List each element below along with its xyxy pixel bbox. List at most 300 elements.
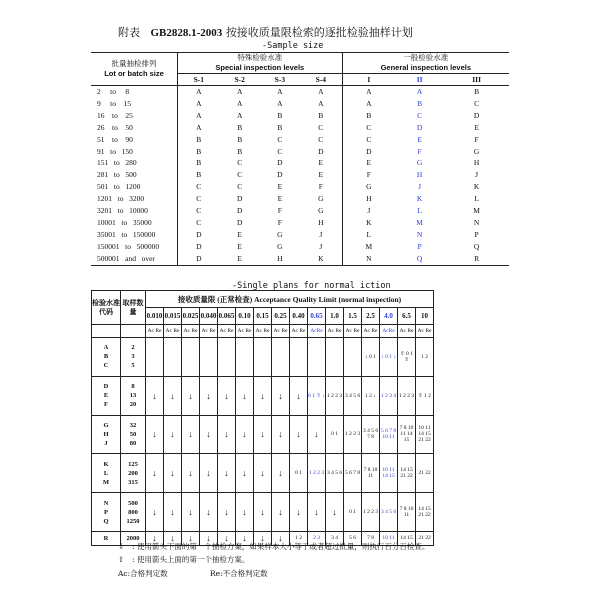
ac-re-cell: 1 2 2 3 [362, 493, 380, 532]
acre-label: Ac Re [362, 325, 380, 338]
ac-re-cell: ↓ [164, 376, 182, 415]
lot-range: 16 to 25 [97, 110, 133, 120]
sample-code: B [178, 134, 220, 146]
ac-re-cell: 10 11 [380, 531, 398, 545]
sample-code: A [178, 122, 220, 134]
note-down-arrow: ⇩ : 使用箭头下面的第一个抽检方案，如果样本大小等于或者超过批量，则执行百分百检查。 [118, 542, 430, 551]
ac-re-cell: ↓ [200, 415, 218, 454]
ac-re-cell: ⇧ 1 2 [416, 376, 434, 415]
title-text: 按接收质量限检索的逐批检验抽样计划 [225, 26, 413, 39]
sample-code-cell: D E F [92, 376, 121, 415]
sample-code: D [178, 229, 220, 241]
sample-code: B [318, 110, 324, 120]
sample-code: A [178, 110, 220, 122]
ac-re-cell: 14 15 21 22 [398, 454, 416, 493]
sample-code: A [416, 87, 423, 96]
ac-re-cell: ↓ [272, 531, 290, 545]
sample-code: Q [395, 253, 444, 265]
ac-re-cell: 7 8 10 11 [398, 493, 416, 532]
sample-code: E [342, 157, 395, 169]
ac-re-cell: 1 2 2 3 [344, 415, 362, 454]
ac-re-cell: 7 8 10 11 [362, 454, 380, 493]
aql-4.0: 4.0 [380, 308, 398, 325]
ac-re-cell: ↓ [218, 493, 236, 532]
sample-code: D [236, 206, 243, 216]
sample-code: G [473, 146, 480, 156]
ac-re-cell [182, 338, 200, 377]
acre-label: Ac Re [164, 325, 182, 338]
lot-range: 3201 to 10000 [97, 206, 148, 216]
code-group-row [92, 376, 434, 415]
ac-re-cell: ↓ [218, 376, 236, 415]
sample-code: A [178, 98, 220, 110]
ac-re-cell: ↓ [164, 454, 182, 493]
sample-code: B [237, 134, 243, 144]
sample-code: F [277, 206, 282, 216]
ac-re-cell: ↓ [236, 493, 254, 532]
sample-code: C [277, 134, 283, 144]
lot-row [91, 157, 509, 169]
ac-re-cell: ↓ [254, 454, 272, 493]
sample-code: N [416, 229, 423, 239]
sample-code: B [277, 110, 283, 120]
acre-label: Ac Re [218, 325, 236, 338]
sample-code: C [342, 122, 395, 134]
table1-caption: -Sample size [262, 41, 324, 51]
ac-re-cell: 14 15 21 22 [416, 493, 434, 532]
ac-re-cell [200, 338, 218, 377]
acre-label: Ac Re [182, 325, 200, 338]
sample-code: F [417, 146, 422, 156]
sample-code: K [342, 217, 395, 229]
ac-re-cell: ↓ [272, 415, 290, 454]
acre-label: Ac Re [326, 325, 344, 338]
ac-re-cell: 3 4 5 6 [380, 493, 398, 532]
aql-0.065: 0.065 [218, 308, 236, 325]
sample-code: E [237, 241, 242, 251]
sample-code: A [236, 110, 243, 120]
sample-code: J [319, 229, 323, 239]
sample-code: A [342, 86, 395, 98]
ac-re-cell: ↓ 0 1 [362, 338, 380, 377]
ac-re-cell: ↓ [182, 376, 200, 415]
sample-code: B [277, 122, 283, 132]
ac-re-cell: 5 6 [344, 531, 362, 545]
sample-code: C [474, 98, 480, 108]
ac-re-cell: 7 8 10 11 14 15 [398, 415, 416, 454]
lot-row [91, 253, 509, 265]
ac-re-cell: ↓ [164, 493, 182, 532]
sample-code: J [319, 241, 323, 251]
ac-re-cell: 1 2 2 3 [326, 376, 344, 415]
ac-re-cell: ↓ [290, 493, 308, 532]
sample-code: A [178, 86, 220, 98]
lot-range: 150001 to 500000 [97, 241, 160, 251]
sample-size-code-table [91, 52, 509, 266]
sample-code: B [342, 110, 395, 122]
sample-code: B [417, 98, 423, 108]
aql-0.40: 0.40 [290, 308, 308, 325]
document-title [118, 24, 413, 40]
aql-0.15: 0.15 [254, 308, 272, 325]
sample-code: M [416, 217, 423, 227]
aql-10: 10 [416, 308, 434, 325]
ac-re-cell: ↓ [254, 493, 272, 532]
ac-re-cell: ↓ [236, 531, 254, 545]
sample-code: A [342, 98, 395, 110]
sample-code: H [318, 217, 324, 227]
acre-label: AcRe [380, 325, 398, 338]
ac-re-cell: ↓ [308, 493, 326, 532]
ac-re-cell: ↓ [254, 376, 272, 415]
ac-re-cell: ↓ [146, 493, 164, 532]
level-col-iii: III [444, 74, 509, 86]
sample-code: N [473, 217, 480, 227]
ac-re-cell [236, 338, 254, 377]
note-ac: Ac:合格判定数 [118, 569, 168, 578]
up-arrow-icon: ⇧ [118, 555, 125, 564]
sample-code: P [417, 241, 422, 251]
code-header: 检验水准代码 [92, 291, 121, 325]
ac-re-cell [146, 338, 164, 377]
ac-re-cell [272, 338, 290, 377]
ac-re-cell: ↓ [164, 531, 182, 545]
lot-row [91, 146, 509, 158]
ac-re-cell: ↓ [236, 415, 254, 454]
code-group-row [92, 415, 434, 454]
sample-code: H [342, 193, 395, 205]
sample-code: D [277, 158, 283, 168]
single-sampling-plan-table [91, 290, 434, 546]
ac-re-cell: ↓ [236, 376, 254, 415]
sample-code: D [318, 146, 324, 156]
sample-code: J [418, 182, 422, 192]
sample-code: M [342, 241, 395, 253]
lot-row [91, 98, 509, 110]
ac-re-cell: ↓ [146, 531, 164, 545]
sample-code: D [277, 170, 283, 180]
ac-re-cell: ↓ [146, 376, 164, 415]
ac-re-cell [308, 338, 326, 377]
ac-re-cell: 1 2 ↓ [362, 376, 380, 415]
lot-range: 281 to 500 [97, 170, 137, 180]
sample-code: L [417, 206, 422, 216]
ac-re-cell [254, 338, 272, 377]
sample-code: D [236, 217, 243, 227]
down-arrow-icon: ⇩ [118, 542, 125, 551]
lot-range: 500001 and over [91, 253, 178, 265]
ac-re-cell: ⇧ 0 1 ⇧ [398, 338, 416, 377]
lot-range: 35001 to 150000 [97, 229, 156, 239]
sample-code: A [277, 87, 283, 96]
sample-code: C [318, 134, 324, 144]
sample-code: L [342, 229, 395, 241]
sample-code: K [300, 253, 342, 265]
aql-header: 接收质量限 (正常检查) Acceptance Quality Limit (normal inspection) [146, 291, 434, 308]
sample-code: L [474, 194, 479, 204]
sample-code: B [237, 146, 243, 156]
lot-range: 151 to 280 [97, 158, 137, 168]
level-col-s-4: S-4 [300, 74, 342, 86]
sample-code: G [318, 206, 324, 216]
acre-label: AcRe [308, 325, 326, 338]
ac-re-cell [344, 338, 362, 377]
sample-size-cell: 2000 [121, 531, 146, 545]
lot-row [91, 169, 509, 181]
ac-re-cell: ↓ 0 1 ↓ [380, 338, 398, 377]
ac-re-cell: 5 6 7 8 10 11 [380, 415, 398, 454]
sample-code: C [318, 122, 324, 132]
sample-code: C [178, 181, 220, 193]
sample-code: C [237, 158, 243, 168]
lot-range: 9 to 15 [97, 98, 131, 108]
ac-re-cell: ↓ [254, 415, 272, 454]
level-col-ii: II [395, 74, 444, 86]
level-col-s-1: S-1 [178, 74, 220, 86]
sample-code: C [237, 182, 243, 192]
sample-code: E [474, 122, 479, 132]
sample-size-cell: 8 13 20 [121, 376, 146, 415]
sample-code: C [178, 193, 220, 205]
sample-code: F [277, 217, 282, 227]
ac-re-cell: ↓ [290, 376, 308, 415]
sample-code: E [237, 229, 242, 239]
ac-re-cell: 1 2 3 4 [380, 376, 398, 415]
lot-row [91, 241, 509, 253]
sample-code: G [416, 158, 423, 168]
ac-re-cell: 1 2 [290, 531, 308, 545]
lot-row [91, 205, 509, 217]
lot-range: 10001 to 35000 [97, 217, 152, 227]
ac-re-cell: ↓ [182, 531, 200, 545]
sample-code: J [475, 170, 479, 180]
ac-re-cell: ↓ [164, 415, 182, 454]
sample-code: E [277, 182, 283, 192]
sample-code: R [444, 253, 509, 265]
ac-re-cell: 10 11 14 15 21 22 [416, 415, 434, 454]
title-code: GB2828.1-2003 [150, 27, 223, 39]
acre-label: Ac Re [272, 325, 290, 338]
ac-re-cell: ↓ [182, 454, 200, 493]
sample-code: J [342, 205, 395, 217]
ac-re-cell: ↓ [272, 454, 290, 493]
title-prefix: 附表 [118, 26, 140, 39]
lot-range: 91 to 150 [97, 146, 133, 156]
sample-code: D [178, 241, 220, 253]
ac-re-cell: ↓ [182, 415, 200, 454]
ac-re-cell: ↓ [218, 531, 236, 545]
sample-code: D [473, 110, 480, 120]
ac-re-cell: ↓ [200, 376, 218, 415]
sample-code: P [474, 229, 479, 239]
acre-label: Ac Re [290, 325, 308, 338]
sample-size-cell: 125 200 315 [121, 454, 146, 493]
sample-code: N [342, 253, 395, 265]
sample-code: B [178, 169, 220, 181]
aql-0.040: 0.040 [200, 308, 218, 325]
sample-code: E [277, 194, 283, 204]
ac-re-cell: 21 22 [416, 531, 434, 545]
sample-size-cell: 32 50 80 [121, 415, 146, 454]
sample-code: B [474, 87, 480, 96]
acre-label: Ac Re [146, 325, 164, 338]
ac-re-cell: ↓ [200, 454, 218, 493]
acre-label: Ac Re [254, 325, 272, 338]
ac-re-cell: 3 4 5 6 [344, 376, 362, 415]
sample-code: B [178, 157, 220, 169]
sample-code: Q [473, 241, 480, 251]
ac-re-cell: ↓ [218, 415, 236, 454]
aql-1.0: 1.0 [326, 308, 344, 325]
ac-re-cell [326, 338, 344, 377]
ac-re-cell: 1 2 2 3 [308, 454, 326, 493]
sample-size-cell: 500 800 1250 [121, 493, 146, 532]
sample-code: E [318, 170, 324, 180]
aql-6.5: 6.5 [398, 308, 416, 325]
ac-re-cell: ↓ [272, 376, 290, 415]
sample-code-cell: G H J [92, 415, 121, 454]
level-col-s-3: S-3 [260, 74, 300, 86]
lot-row [91, 110, 509, 122]
lot-range: 26 to 50 [97, 122, 133, 132]
aql-0.025: 0.025 [182, 308, 200, 325]
ac-re-cell: 1 2 [416, 338, 434, 377]
lot-range: 1201 to 3200 [97, 194, 145, 204]
acre-label: Ac Re [416, 325, 434, 338]
ac-re-cell: 2 3 [308, 531, 326, 545]
lot-row [91, 229, 509, 241]
lot-size-header: 批量抽检排列 Lot or batch size [91, 53, 178, 86]
lot-range: 2 to 8 [97, 87, 130, 96]
acre-label: Ac Re [200, 325, 218, 338]
sample-code: M [473, 206, 480, 216]
sample-code: D [416, 122, 423, 132]
sample-code: A [236, 87, 243, 96]
sample-code: F [318, 182, 323, 192]
code-group-row [92, 454, 434, 493]
sample-code: D [178, 253, 220, 265]
aql-2.5: 2.5 [362, 308, 380, 325]
aql-1.5: 1.5 [344, 308, 362, 325]
sample-code: D [342, 146, 395, 158]
sample-code: C [417, 110, 423, 120]
acre-label: Ac Re [344, 325, 362, 338]
lot-row [91, 134, 509, 146]
lot-range: 51 to 90 [97, 134, 133, 144]
ac-re-cell: ↓ [290, 415, 308, 454]
ac-re-cell: ↓ [146, 415, 164, 454]
aql-0.65: 0.65 [308, 308, 326, 325]
ac-re-cell: ↓ [182, 493, 200, 532]
ac-re-cell: ↓ [236, 454, 254, 493]
ac-re-cell: ↓ [254, 531, 272, 545]
ac-re-cell: 3 4 [326, 531, 344, 545]
sample-code: A [318, 98, 324, 108]
general-levels-header: 一般检验水准 General inspection levels [342, 53, 509, 74]
aql-0.25: 0.25 [272, 308, 290, 325]
sample-code: E [417, 134, 422, 144]
ac-re-cell [290, 338, 308, 377]
ac-re-cell: ↓ [326, 493, 344, 532]
ac-re-cell: ↓ [146, 454, 164, 493]
sample-code: H [260, 253, 300, 265]
lot-row [91, 86, 509, 98]
sample-code-cell: K L M [92, 454, 121, 493]
acre-label: Ac Re [236, 325, 254, 338]
level-col-i: I [342, 74, 395, 86]
sample-code-cell: A B C [92, 338, 121, 377]
sample-code-cell: N P Q [92, 493, 121, 532]
sample-code: B [237, 122, 243, 132]
ac-re-cell: 3 4 5 6 [326, 454, 344, 493]
sample-code: F [342, 169, 395, 181]
ac-re-cell: 5 6 7 8 [344, 454, 362, 493]
sample-code: G [318, 194, 324, 204]
lot-row [91, 181, 509, 193]
ac-re-cell [164, 338, 182, 377]
ac-re-cell: ↓ [200, 493, 218, 532]
lot-range: 501 to 1200 [97, 182, 141, 192]
note-up-arrow: ⇧ : 使用箭头上面的第一个抽检方案。 [118, 555, 250, 564]
aql-0.10: 0.10 [236, 308, 254, 325]
sample-code: D [236, 194, 243, 204]
sample-code: C [342, 134, 395, 146]
sample-code-cell: R [92, 531, 121, 545]
sample-code: K [473, 182, 480, 192]
ac-re-cell: 0 1 [344, 493, 362, 532]
lot-row [91, 217, 509, 229]
ac-re-cell: 0 1 ⇧ ↓ [308, 376, 326, 415]
sample-code: E [220, 253, 260, 265]
table2-caption: -Single plans for normal iction [232, 281, 391, 291]
code-group-row [92, 338, 434, 377]
sample-code: C [178, 217, 220, 229]
lot-row [91, 193, 509, 205]
level-col-s-2: S-2 [220, 74, 260, 86]
sample-code: H [416, 170, 423, 180]
code-group-row [92, 493, 434, 532]
sample-code: C [237, 170, 243, 180]
size-header: 取样数量 [121, 291, 146, 325]
sample-code: G [342, 181, 395, 193]
sample-code: E [318, 158, 324, 168]
ac-re-cell: ↓ [218, 454, 236, 493]
sample-size-cell: 2 3 5 [121, 338, 146, 377]
ac-re-cell: ↓ [308, 415, 326, 454]
ac-re-cell: 1 2 2 3 [398, 376, 416, 415]
sample-code: B [178, 146, 220, 158]
sample-code: C [178, 205, 220, 217]
ac-re-cell: 10 11 14 15 [380, 454, 398, 493]
sample-code: G [277, 229, 283, 239]
sample-code: A [318, 87, 324, 96]
special-levels-header: 特殊检验水准 Special inspection levels [178, 53, 343, 74]
acre-label: Ac Re [398, 325, 416, 338]
lot-row [91, 122, 509, 134]
sample-code: H [473, 158, 480, 168]
ac-re-cell: 21 22 [416, 454, 434, 493]
sample-code: A [236, 98, 243, 108]
ac-re-cell: 14 15 [398, 531, 416, 545]
ac-re-cell: 0 1 [326, 415, 344, 454]
ac-re-cell: ↓ [200, 531, 218, 545]
sample-code: K [416, 194, 423, 204]
ac-re-cell: ↓ [272, 493, 290, 532]
aql-0.015: 0.015 [164, 308, 182, 325]
ac-re-cell [218, 338, 236, 377]
sample-code: A [277, 98, 283, 108]
ac-re-cell: 7 8 [362, 531, 380, 545]
